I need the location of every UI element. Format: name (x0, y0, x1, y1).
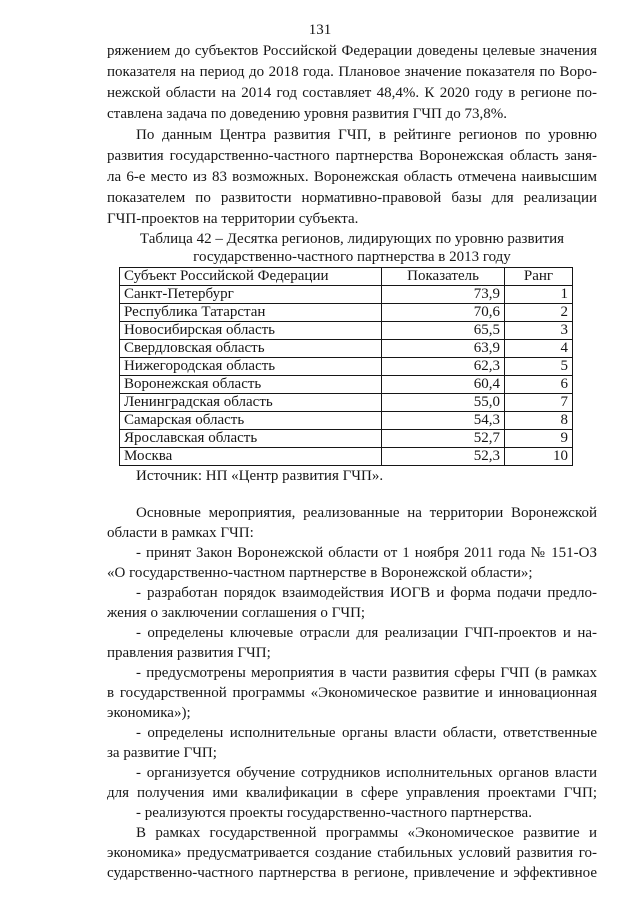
header-value: Показатель (382, 268, 505, 286)
list-item: - определены ключевые отрасли для реализации ГЧП-проектов и на- (136, 625, 597, 641)
cell-rank: 5 (504, 358, 572, 376)
cell-rank: 6 (504, 376, 572, 394)
text-line: области в рамках ГЧП: (107, 525, 254, 541)
cell-value: 52,7 (382, 430, 505, 448)
table-row (120, 322, 573, 340)
text-line: развития государственно-частного партнерства Воронежская область заня- (107, 148, 597, 164)
list-item: «О государственно-частном партнерстве в Воронежской области»; (107, 565, 533, 581)
cell-region: Воронежская область (120, 376, 382, 394)
text-line: В рамках государственной программы «Экономическое развитие и (136, 825, 597, 841)
caption-line: Таблица 42 – Десятка регионов, лидирующих по уровню развития (139, 231, 565, 247)
cell-value: 65,5 (382, 322, 505, 340)
list-item: жения о заключении соглашения о ГЧП; (107, 605, 366, 621)
cell-region: Ленинградская область (120, 394, 382, 412)
list-item: правления развития ГЧП; (107, 645, 271, 661)
text-line: ряжением до субъектов Российской Федерации доведены целевые значения (107, 43, 597, 59)
table-row (120, 286, 573, 304)
cell-region: Москва (120, 448, 382, 466)
cell-region: Нижегородская область (120, 358, 382, 376)
list-item: - разработан порядок взаимодействия ИОГВ и форма подачи предло- (136, 585, 597, 601)
cell-value: 55,0 (382, 394, 505, 412)
cell-rank: 3 (504, 322, 572, 340)
page-number: 131 (308, 22, 332, 38)
table-source: Источник: НП «Центр развития ГЧП». (136, 468, 384, 484)
table-row (120, 430, 573, 448)
list-item: экономика»); (107, 705, 191, 721)
text-line: сударственно-частного партнерства в регионе, привлечение и эффективное (107, 865, 597, 881)
cell-rank: 8 (504, 412, 572, 430)
table-row (120, 412, 573, 430)
cell-value: 52,3 (382, 448, 505, 466)
cell-region: Санкт-Петербург (120, 286, 382, 304)
list-item: - организуется обучение сотрудников исполнительных органов власти (136, 765, 597, 781)
text-line: экономика» предусматривается создание стабильных условий развития го- (107, 845, 597, 861)
list-item: - предусмотрены мероприятия в части развития сферы ГЧП (в рамках (136, 665, 597, 681)
table-header-row (120, 268, 573, 286)
cell-rank: 9 (504, 430, 572, 448)
list-item: для получения ими квалификации в сфере управления проектами ГЧП; (107, 785, 597, 801)
header-rank: Ранг (504, 268, 572, 286)
header-region: Субъект Российской Федерации (120, 268, 382, 286)
text-line: Основные мероприятия, реализованные на территории Воронежской (136, 505, 597, 521)
list-item: - определены исполнительные органы власти области, ответственные (136, 725, 597, 741)
list-item: в государственной программы «Экономическое развитие и инновационная (107, 685, 597, 701)
list-item: - реализуются проекты государственно-частного партнерства. (136, 805, 532, 821)
table-row (120, 394, 573, 412)
text-line: ГЧП-проектов на территории субъекта. (107, 211, 359, 227)
cell-value: 54,3 (382, 412, 505, 430)
cell-value: 70,6 (382, 304, 505, 322)
cell-value: 62,3 (382, 358, 505, 376)
text-line: ставлена задача по доведению уровня развития ГЧП до 73,8%. (107, 106, 507, 122)
cell-rank: 4 (504, 340, 572, 358)
ranking-table (119, 267, 573, 466)
table-row (120, 358, 573, 376)
cell-rank: 2 (504, 304, 572, 322)
cell-rank: 10 (504, 448, 572, 466)
cell-region: Новосибирская область (120, 322, 382, 340)
text-line: ла 6-е место из 83 возможных. Воронежская область отмечена наивысшим (107, 169, 597, 185)
cell-value: 63,9 (382, 340, 505, 358)
cell-value: 60,4 (382, 376, 505, 394)
cell-region: Самарская область (120, 412, 382, 430)
cell-rank: 1 (504, 286, 572, 304)
text-line: показателем по развитости нормативно-правовой базы для реализации (107, 190, 597, 206)
table-row (120, 304, 573, 322)
cell-rank: 7 (504, 394, 572, 412)
list-item: за развитие ГЧП; (107, 745, 217, 761)
list-item: - принят Закон Воронежской области от 1 ноября 2011 года № 151-ОЗ (136, 545, 597, 561)
text-line: показателя на период до 2018 года. Плановое значение показателя по Воро- (107, 64, 597, 80)
cell-region: Свердловская область (120, 340, 382, 358)
cell-value: 73,9 (382, 286, 505, 304)
caption-line: государственно-частного партнерства в 2013 году (193, 249, 511, 265)
text-line: нежской области на 2014 год составляет 48,4%. К 2020 году в регионе по- (107, 85, 597, 101)
text-line: По данным Центра развития ГЧП, в рейтинге регионов по уровню (136, 127, 597, 143)
table-row (120, 340, 573, 358)
table-row (120, 376, 573, 394)
cell-region: Республика Татарстан (120, 304, 382, 322)
cell-region: Ярославская область (120, 430, 382, 448)
table-row (120, 448, 573, 466)
